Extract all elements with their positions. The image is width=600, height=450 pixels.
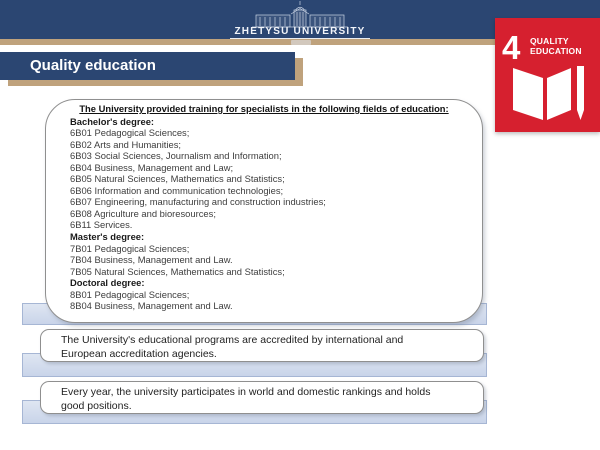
- list-item: 6B04 Business, Management and Law;: [70, 161, 234, 173]
- list-item: 6B06 Information and communication technologies;: [70, 184, 284, 196]
- degree-list: [46, 116, 482, 312]
- list-item: 6B07 Engineering, manufacturing and construction industries;: [70, 196, 326, 208]
- sdg4-badge: [495, 18, 600, 132]
- rankings-box: Every year, the university participates in world and domestic rankings and holds good positions.: [40, 381, 484, 414]
- list-item: 7B01 Pedagogical Sciences;: [70, 242, 190, 254]
- accreditation-box: The University's educational programs are accredited by international and European accreditation agencies.: [40, 329, 484, 362]
- sdg-number: 4: [502, 29, 521, 66]
- degree-section-title: Master's degree:: [70, 230, 145, 242]
- list-item: 6B11 Services.: [70, 219, 133, 231]
- sdg-label: QUALITY EDUCATION: [530, 36, 582, 56]
- logo-subtext: [291, 40, 311, 45]
- university-building-logo-icon: [250, 1, 350, 28]
- list-item: 6B01 Pedagogical Sciences;: [70, 127, 190, 139]
- degree-section-title: Doctoral degree:: [70, 277, 145, 289]
- training-fields-box: [45, 99, 483, 323]
- list-item: 7B04 Business, Management and Law.: [70, 254, 233, 266]
- page-title: Quality education: [0, 52, 295, 80]
- open-book-and-pencil-icon: [505, 62, 591, 129]
- training-fields-heading: The University provided training for specialists in the following fields of education:: [79, 103, 449, 114]
- list-item: 8B01 Pedagogical Sciences;: [70, 288, 190, 300]
- list-item: 8B04 Business, Management and Law.: [70, 300, 233, 312]
- list-item: 6B03 Social Sciences, Journalism and Information;: [70, 150, 282, 162]
- university-name: ZHETYSU UNIVERSITY: [0, 26, 600, 39]
- list-item: 6B02 Arts and Humanities;: [70, 138, 181, 150]
- list-item: 6B08 Agriculture and bioresources;: [70, 207, 216, 219]
- degree-section-title: Bachelor's degree:: [70, 115, 155, 127]
- list-item: 7B05 Natural Sciences, Mathematics and Statistics;: [70, 265, 285, 277]
- list-item: 6B05 Natural Sciences, Mathematics and Statistics;: [70, 173, 285, 185]
